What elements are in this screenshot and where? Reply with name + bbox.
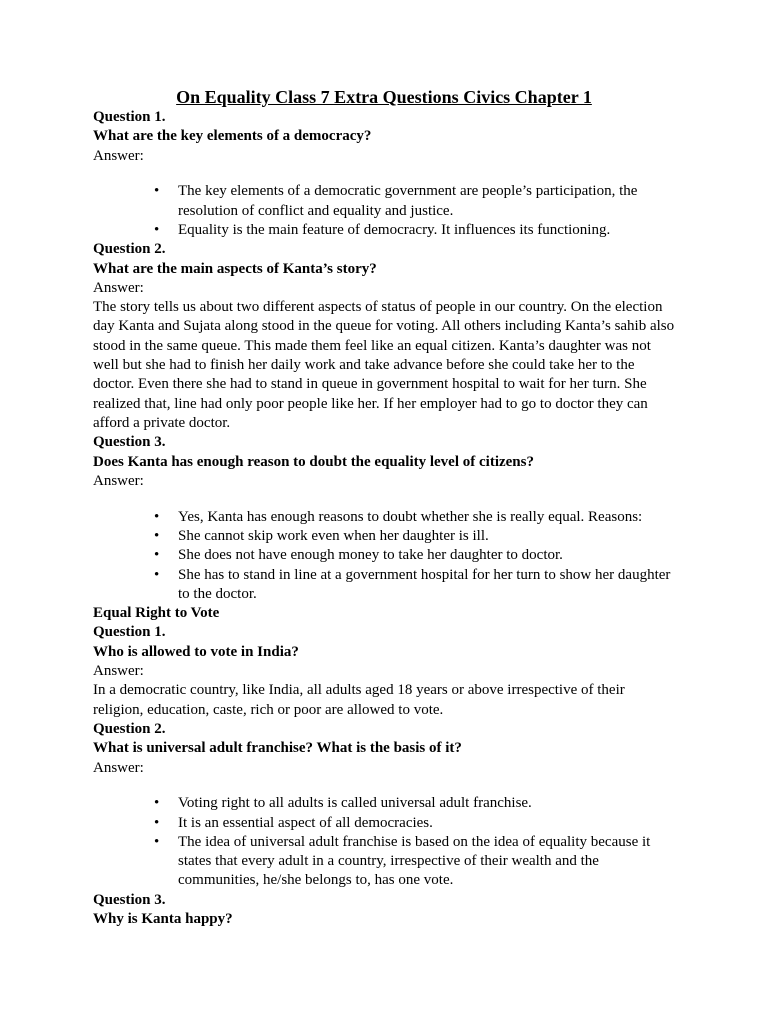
- section-question-3-label: Question 3.: [93, 891, 166, 908]
- document-body: [93, 108, 678, 929]
- question-2-label: Question 2.: [93, 241, 166, 258]
- question-3-text: Does Kanta has enough reason to doubt the equality level of citizens?: [93, 453, 534, 470]
- section-answer-2-label: Answer:: [93, 759, 144, 776]
- section-question-1-label: Question 1.: [93, 624, 166, 641]
- section-answer-2-list: [93, 794, 678, 890]
- page-title: On Equality Class 7 Extra Questions Civics Chapter 1: [176, 87, 592, 107]
- answer-2-label: Answer:: [93, 279, 144, 296]
- section-question-2-label: Question 2.: [93, 720, 166, 737]
- question-3-label: Question 3.: [93, 434, 166, 451]
- list-item: • Yes, Kanta has enough reasons to doubt whether she is really equal. Reasons:: [178, 508, 678, 527]
- question-1-label: Question 1.: [93, 109, 166, 125]
- answer-3-label: Answer:: [93, 472, 144, 489]
- list-item: • It is an essential aspect of all democracies.: [178, 814, 678, 833]
- list-item: • She cannot skip work even when her daughter is ill.: [178, 527, 678, 546]
- list-item: • She does not have enough money to take her daughter to doctor.: [178, 546, 678, 565]
- answer-2-paragraph: The story tells us about two different aspects of status of people in our country. On the election day Kanta and Sujata along stood in the queue for voting. All others including Kanta’s sahib also stood in the same queue. This made them feel like an equal citizen. Kanta’s daughter was not well but she had to finish her daily work and take advance before she could take her to the doctor. Even there she had to stand in queue in government hospital to wait for her turn. She realized that, line had only poor people like her. If her employer had to go to doctor they can afford a private doctor.: [93, 299, 675, 431]
- answer-3-list: [93, 508, 678, 604]
- question-2-text: What are the main aspects of Kanta’s story?: [93, 260, 377, 277]
- list-item: • The idea of universal adult franchise is based on the idea of equality because it states that every adult in a country, irrespective of their wealth and the communities, he/she belongs to, has one vote.: [178, 833, 678, 891]
- answer-1-label: Answer:: [93, 147, 144, 164]
- list-item: • She has to stand in line at a government hospital for her turn to show her daughter to the doctor.: [178, 566, 678, 605]
- section-answer-1-label: Answer:: [93, 663, 144, 680]
- list-item: • The key elements of a democratic government are people’s participation, the resolution of conflict and equality and justice.: [178, 182, 678, 221]
- section-question-1-text: Who is allowed to vote in India?: [93, 643, 299, 660]
- section-question-2-text: What is universal adult franchise? What is the basis of it?: [93, 740, 462, 757]
- question-1-text: What are the key elements of a democracy?: [93, 128, 372, 145]
- list-item: • Voting right to all adults is called universal adult franchise.: [178, 794, 678, 813]
- section-answer-1-paragraph: In a democratic country, like India, all adults aged 18 years or above irrespective of their religion, education, caste, rich or poor are allowed to vote.: [93, 682, 625, 718]
- list-item: • Equality is the main feature of democracry. It influences its functioning.: [178, 221, 678, 240]
- section-question-3-text: Why is Kanta happy?: [93, 911, 233, 928]
- answer-1-list: [93, 182, 678, 240]
- section-heading: Equal Right to Vote: [93, 605, 220, 622]
